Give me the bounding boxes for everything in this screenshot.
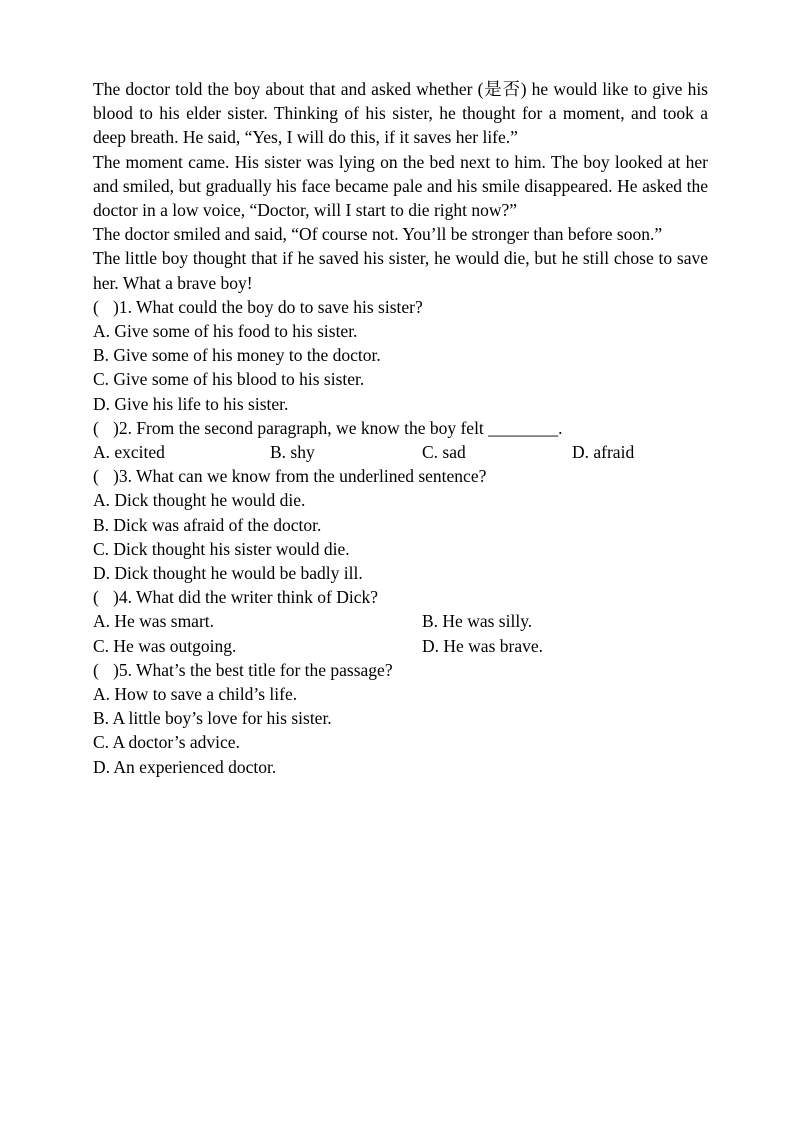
question-5 <box>93 658 708 779</box>
option-d: D. An experienced doctor. <box>93 756 277 777</box>
option-b: B. shy <box>270 442 315 463</box>
option-b: B. Dick was afraid of the doctor. <box>93 514 322 535</box>
answer-bracket[interactable]: ( <box>93 466 99 487</box>
answer-bracket[interactable]: ( <box>93 296 99 317</box>
option-a: A. Dick thought he would die. <box>93 490 306 511</box>
option-c: C. Give some of his blood to his sister. <box>93 369 365 390</box>
answer-bracket[interactable]: ( <box>93 659 99 680</box>
option-c: C. Dick thought his sister would die. <box>93 538 350 559</box>
passage-paragraph-2: The moment came. His sister was lying on the bed next to him. The boy looked at her and smiled, but gradually his face became pale and his smile disappeared. He asked the doctor in a low voice, “Doctor, will I start to die right now?” <box>93 151 708 221</box>
option-c: C. He was outgoing. <box>93 635 237 656</box>
question-stem <box>93 464 708 488</box>
question-2 <box>93 416 708 464</box>
question-stem <box>93 658 708 682</box>
option-a: A. How to save a child’s life. <box>93 684 298 705</box>
option-c: C. sad <box>422 442 466 463</box>
question-4 <box>93 585 708 658</box>
option-d: D. afraid <box>572 442 635 463</box>
passage-paragraph-4: The little boy thought that if he saved his sister, he would die, but he still chose to save her. What a brave boy! <box>93 248 708 293</box>
option-a: A. He was smart. <box>93 611 215 632</box>
question-text: )3. What can we know from the underlined sentence? <box>113 466 487 487</box>
option-c: C. A doctor’s advice. <box>93 732 240 753</box>
question-1 <box>93 295 708 416</box>
option-b: B. He was silly. <box>422 611 533 632</box>
question-stem <box>93 416 708 440</box>
option-d: D. Dick thought he would be badly ill. <box>93 563 363 584</box>
question-text: )1. What could the boy do to save his sister? <box>113 296 423 317</box>
question-text: )5. What’s the best title for the passage? <box>113 659 393 680</box>
option-d: D. He was brave. <box>422 635 543 656</box>
option-b: B. Give some of his money to the doctor. <box>93 345 381 366</box>
option-a: A. excited <box>93 442 165 463</box>
question-stem <box>93 585 708 609</box>
options-row <box>93 634 708 658</box>
option-a: A. Give some of his food to his sister. <box>93 321 358 342</box>
passage-paragraph-1: The doctor told the boy about that and asked whether (是否) he would like to give his blood to his elder sister. Thinking of his sister, he thought for a moment, and took a deep breath. He said, “Yes, I will do this, if it saves her life.” <box>93 79 708 148</box>
worksheet-page <box>93 77 708 779</box>
question-text: )4. What did the writer think of Dick? <box>113 587 379 608</box>
options-row <box>93 440 708 464</box>
question-stem <box>93 295 708 319</box>
answer-bracket[interactable]: ( <box>93 587 99 608</box>
question-text: )2. From the second paragraph, we know the boy felt ________. <box>113 417 563 438</box>
options-row <box>93 609 708 633</box>
passage-paragraph-3: The doctor smiled and said, “Of course not. You’ll be stronger than before soon.” <box>93 224 663 245</box>
option-d: D. Give his life to his sister. <box>93 393 289 414</box>
answer-bracket[interactable]: ( <box>93 417 99 438</box>
question-3 <box>93 464 708 585</box>
option-b: B. A little boy’s love for his sister. <box>93 708 332 729</box>
